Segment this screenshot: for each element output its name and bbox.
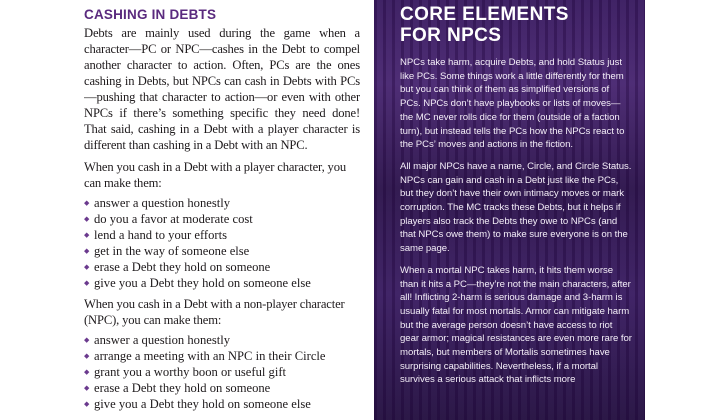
list-item: ◆ get in the way of someone else [84,243,360,259]
pc-list-intro: When you cash in a Debt with a player character, you can make them: [84,160,347,190]
list-item: ◆ give you a Debt they hold on someone else [84,396,360,412]
list-item: ◆ answer a question honestly [84,332,360,348]
sidebar-content [400,4,632,395]
main-column [84,0,360,420]
sidebar-title-line: CORE ELEMENTS [400,4,569,25]
section-heading: CASHING IN DEBTS [84,7,217,22]
list-item: ◆ grant you a worthy boon or useful gift [84,364,360,380]
sidebar-title-line: FOR NPCS [400,25,502,46]
intro-paragraph: Debts are mainly used during the game when a character—PC or NPC—cashes in the Debt to compel another character to action. Often, PCs are the ones cashing in Debts, but NPCs can cash in Debts with PCs—pushing that character to action—or even with other NPCs if there’s something specific they need done! That said, cashing in a Debt with a player character is different than cashing in a Debt with an NPC. [84,26,360,152]
list-item: ◆ arrange a meeting with an NPC in their Circle [84,348,360,364]
list-item: ◆ erase a Debt they hold on someone [84,380,360,396]
list-item: ◆ do you a favor at moderate cost [84,211,360,227]
npc-list-intro: When you cash in a Debt with a non-player character (NPC), you can make them: [84,297,345,327]
list-item: ◆ answer a question honestly [84,195,360,211]
npc-options-list [84,332,360,412]
list-item: ◆ give you a Debt they hold on someone else [84,275,360,291]
list-item: ◆ lend a hand to your efforts [84,227,360,243]
list-item: ◆ erase a Debt they hold on someone [84,259,360,275]
sidebar-paragraph: When a mortal NPC takes harm, it hits them worse than it hits a PC—they’re not the main characters, after all! Inflicting 2-harm is serious damage and 3-harm is usually fatal for most mortals. Armor can mitigate harm but the average person doesn’t have access to riot gear armor; magical resistances are even more rare for mortals, but members of Mortalis sometimes have surprising capabilities. Nevertheless, if a mortal survives a serious attack that inflicts more [400,264,632,386]
sidebar-box [374,0,645,420]
sidebar-paragraph: NPCs take harm, acquire Debts, and hold Status just like PCs. Some things work a little differently for them but you can think of them as simplified versions of PCs. NPCs don’t have playbooks or lists of moves—the MC never rolls dice for them (outside of a faction turn), but instead tells the PCs how the NPCs react to the PCs’ moves and actions in the fiction. [400,57,625,151]
sidebar-title [400,4,632,46]
sidebar-paragraph: All major NPCs have a name, Circle, and Circle Status. NPCs can gain and cash in a Debt just like the PCs, but they don’t have their own intimacy moves or mark corruption. The MC tracks these Debts, but it helps if players also track the Debts they owe to NPCs (and that NPCs owe them) to make sure everyone is on the same page. [400,160,632,255]
pc-options-list [84,195,360,291]
